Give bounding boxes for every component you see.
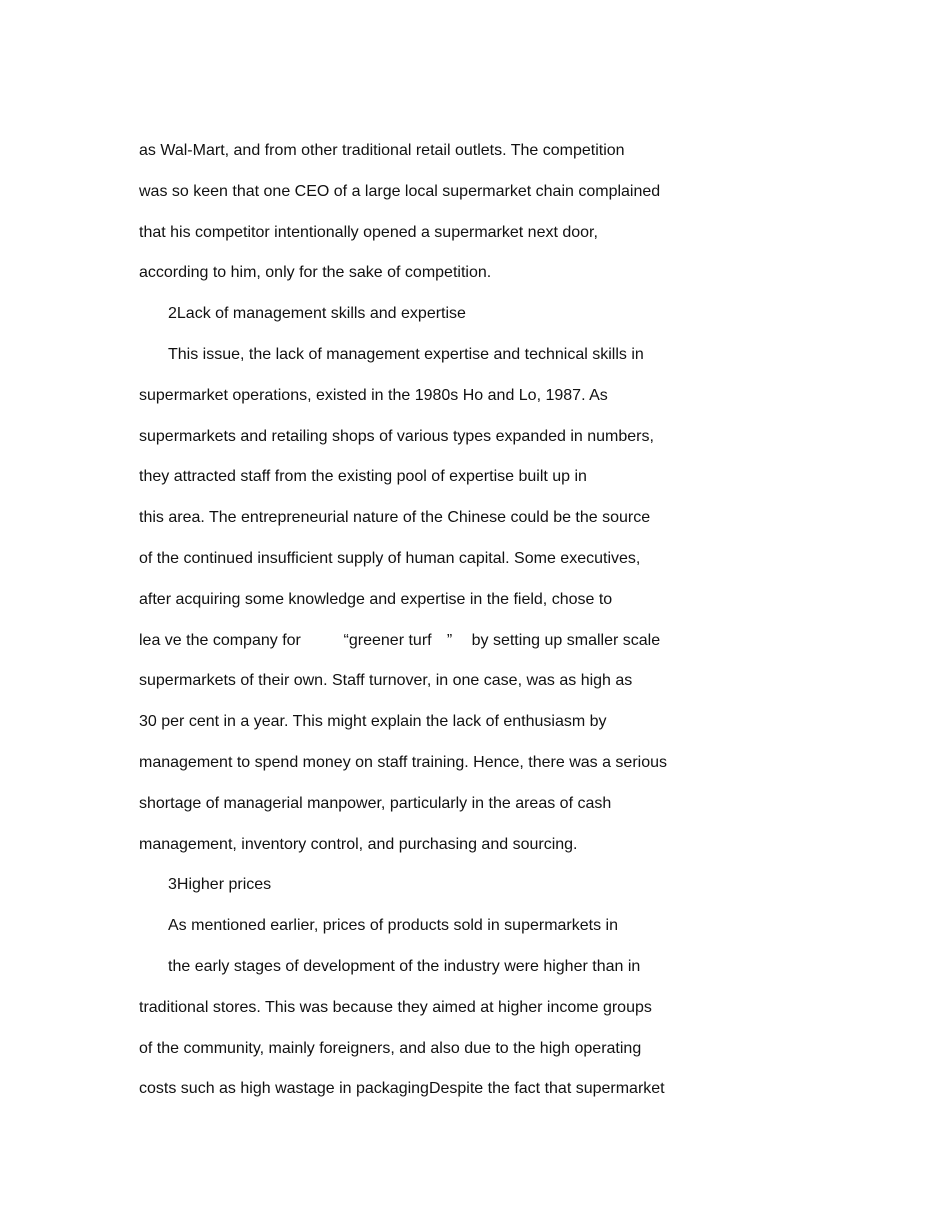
text-line: management to spend money on staff training. Hence, there was a serious [139, 753, 668, 771]
text-line: traditional stores. This was because they aimed at higher income groups [139, 998, 652, 1016]
open-quote-mark: “ [343, 631, 349, 649]
text-line: of the continued insufficient supply of human capital. Some executives, [139, 549, 641, 567]
quote-line [139, 621, 739, 662]
text-line: according to him, only for the sake of competition. [139, 264, 492, 282]
text-line: management, inventory control, and purchasing and sourcing. [139, 835, 578, 853]
quoted-phrase: greener turf [348, 631, 432, 649]
text-line: after acquiring some knowledge and expertise in the field, chose to [139, 590, 613, 608]
text-line: 30 per cent in a year. This might explain the lack of enthusiasm by [139, 713, 607, 731]
text-line: they attracted staff from the existing pool of expertise built up in [139, 468, 587, 486]
text-line: supermarkets and retailing shops of various types expanded in numbers, [139, 427, 654, 445]
text-line: supermarkets of their own. Staff turnover, in one case, was as high as [139, 672, 633, 690]
section-heading: 2Lack of management skills and expertise [168, 305, 466, 323]
text-line: the early stages of development of the industry were higher than in [168, 957, 641, 975]
text-line: costs such as high wastage in packagingDespite the fact that supermarket [139, 1080, 665, 1098]
text-line: this area. The entrepreneurial nature of the Chinese could be the source [139, 509, 651, 527]
text-line: As mentioned earlier, prices of products sold in supermarkets in [168, 917, 618, 935]
quote-line-before: lea ve the company for [139, 631, 301, 649]
text-line: that his competitor intentionally opened a supermarket next door, [139, 223, 598, 241]
text-line: was so keen that one CEO of a large local supermarket chain complained [139, 182, 661, 200]
text-line: as Wal-Mart, and from other traditional retail outlets. The competition [139, 142, 625, 159]
text-line: shortage of managerial manpower, particularly in the areas of cash [139, 794, 612, 812]
text-line: This issue, the lack of management expertise and technical skills in [168, 345, 644, 363]
text-line: supermarket operations, existed in the 1980s Ho and Lo, 1987. As [139, 386, 608, 404]
close-quote-mark: ” [446, 631, 453, 649]
text-line: of the community, mainly foreigners, and also due to the high operating [139, 1039, 642, 1057]
section-heading: 3Higher prices [168, 876, 272, 894]
quote-line-after: by setting up smaller scale [471, 631, 661, 649]
body-text [139, 131, 739, 1110]
